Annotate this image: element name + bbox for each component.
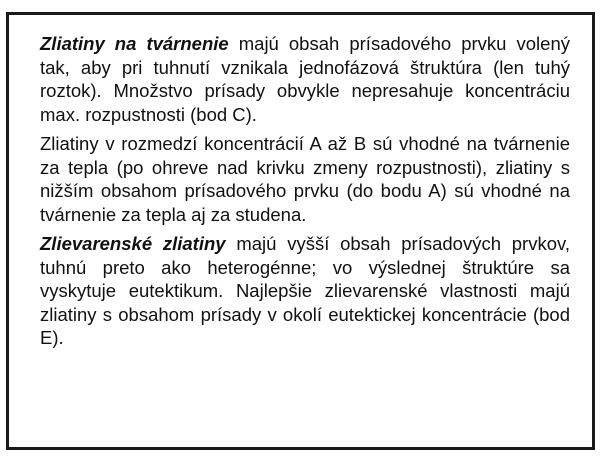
paragraph-text: majú obsah prísadového prvku volený tak, aby pri tuhnutí vznikala jednofázová štruktúra (len tuhý roztok). Množstvo prísady obvykle nepresahuje koncentráciu max. rozpustnosti (bod C). — [40, 33, 570, 125]
paragraph-text: Zliatiny v rozmedzí koncentrácií A až B sú vhodné na tvárnenie za tepla (po ohreve nad krivku zmeny rozpustnosti), zliatiny s nižším obsahom prísadového prvku (do bodu A) sú vhodné na tvárnenie za tepla aj za studena. — [40, 133, 570, 225]
term-casting-alloys: Zlievarenské zliatiny — [40, 233, 226, 254]
text-box-content — [40, 32, 570, 356]
paragraph-wrought-alloys — [40, 32, 570, 126]
paragraph-casting-alloys — [40, 232, 570, 350]
term-wrought-alloys: Zliatiny na tvárnenie — [40, 33, 229, 54]
paragraph-concentration-range — [40, 132, 570, 226]
paragraph-text: majú vyšší obsah prísadových prvkov, tuhnú preto ako heterogénne; vo výslednej štruktúre sa vyskytuje eutektikum. Najlepšie zlievarenské vlastnosti majú zliatiny s obsahom prísady v okolí eutektickej koncentrácie (bod E). — [40, 233, 571, 348]
